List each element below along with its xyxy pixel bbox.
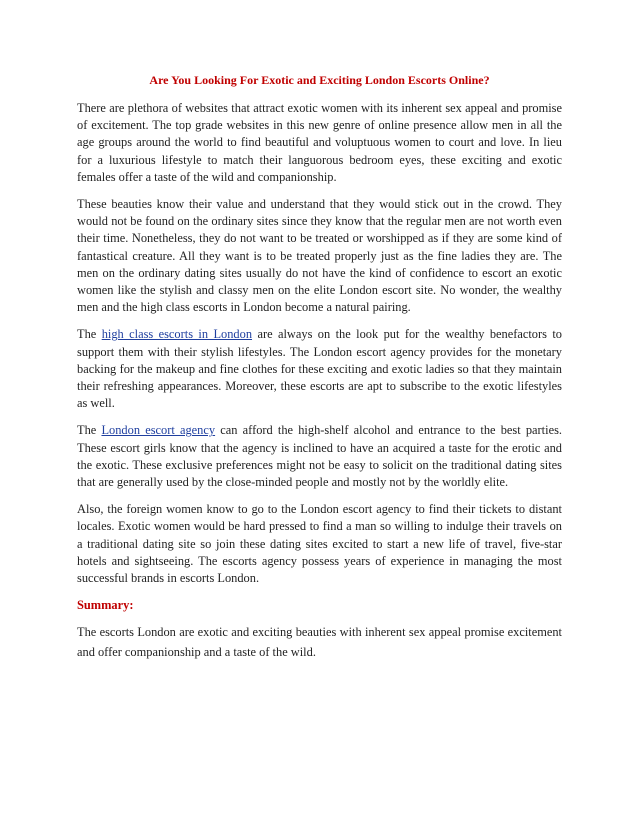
paragraph-5: Also, the foreign women know to go to the London escort agency to find their tickets to distant locales. Exotic women would be hard pressed to find a man so willing to indulge their travels on a traditional dating site so join these dating sites excited to start a new life of travel, five-star hotels and sightseeing. The escorts agency possess years of experience in managing the most successful brands in escorts London. xyxy=(77,502,562,586)
summary-heading: Summary: xyxy=(77,598,134,613)
document-title: Are You Looking For Exotic and Exciting London Escorts Online? xyxy=(149,73,490,87)
high-class-escorts-link[interactable]: high class escorts in London xyxy=(101,327,253,342)
paragraph-3 xyxy=(77,326,562,412)
paragraph-4 xyxy=(77,422,562,491)
paragraph-3-prefix: The xyxy=(77,327,97,342)
paragraph-2: These beauties know their value and understand that they would stick out in the crowd. They would not be found on the ordinary sites since they know that the regular men are not worth even their time. Nonetheless, they do not want to be treated or worshipped as if they are some kind of fantastical creature. All they want is to be treated properly just as the fine ladies they are. The men on the ordinary dating sites usually do not have the kind of confidence to escort an exotic women like the stylish and classy men on the elite London escort site. No wonder, the wealthy men and the high class escorts in London become a natural pairing. xyxy=(77,197,562,315)
paragraph-4-prefix: The xyxy=(77,423,97,438)
paragraph-4-text: can afford the high-shelf alcohol and entrance to the best parties. These escort girls know that the agency is inclined to have an acquired a taste for the erotic and the exotic. These exclusive preferences might not be easy to solicit on the traditional dating sites that are generally used by the close-minded people and mostly not by the worldly elite. xyxy=(77,423,562,490)
summary-text: The escorts London are exotic and exciting beauties with inherent sex appeal promise excitement and offer companionship and a taste of the wild. xyxy=(77,625,562,660)
london-escort-agency-link[interactable]: London escort agency xyxy=(101,423,216,438)
paragraph-3-text: are always on the look put for the wealthy benefactors to support them with their stylish lifestyles. The London escort agency provides for the monetary backing for the makeup and fine clothes for these exciting and exotic ladies so that they maintain their refreshing appearances. Moreover, these escorts are apt to subscribe to the exotic lifestyles as well. xyxy=(77,327,562,411)
paragraph-1: There are plethora of websites that attract exotic women with its inherent sex appeal and promise of excitement. The top grade websites in this new genre of online presence allow men in all the age groups around the world to find beautiful and voluptuous women to court and love. In lieu for a luxurious lifestyle to match their languorous bedroom eyes, these exciting and exotic females offer a taste of the wild and companionship. xyxy=(77,101,562,184)
